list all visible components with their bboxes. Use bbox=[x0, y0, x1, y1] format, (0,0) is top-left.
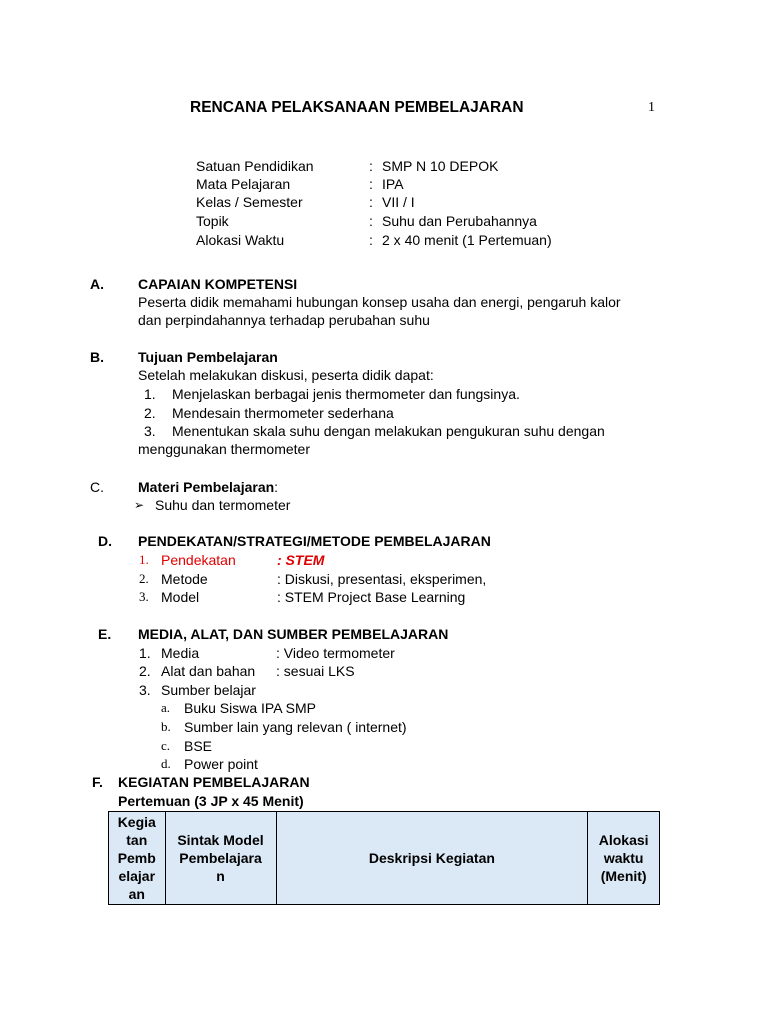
header-line: Pemb bbox=[117, 850, 156, 866]
page-title: RENCANA PELAKSANAAN PEMBELAJARAN bbox=[190, 99, 524, 116]
list-number: 1. bbox=[139, 645, 151, 661]
header-line: waktu bbox=[603, 850, 644, 866]
page-number: 1 bbox=[648, 100, 655, 115]
source-item: Sumber lain yang relevan ( internet) bbox=[184, 719, 407, 735]
heading-colon: : bbox=[274, 479, 279, 495]
table-header-row bbox=[109, 812, 660, 905]
table-header-cell: Deskripsi Kegiatan bbox=[276, 812, 588, 905]
source-letter: c. bbox=[161, 738, 171, 753]
identity-value: VII / I bbox=[382, 194, 415, 210]
list-number: 3. bbox=[139, 589, 149, 604]
paragraph-line: dan perpindahannya terhadap perubahan suhu bbox=[138, 312, 430, 328]
list-number: 2. bbox=[139, 571, 149, 586]
source-item: Buku Siswa IPA SMP bbox=[184, 700, 317, 716]
section-letter: B. bbox=[90, 349, 104, 365]
table-header-cell bbox=[109, 812, 166, 905]
list-label: Model bbox=[161, 589, 200, 605]
header-line: Sintak Model bbox=[177, 832, 264, 848]
source-item: BSE bbox=[184, 738, 213, 754]
identity-label: Alokasi Waktu bbox=[196, 232, 285, 248]
list-value: : Video termometer bbox=[276, 645, 395, 661]
identity-value: IPA bbox=[382, 176, 404, 192]
list-number: 3. bbox=[139, 682, 151, 698]
paragraph-line: menggunakan thermometer bbox=[138, 441, 310, 457]
identity-label: Mata Pelajaran bbox=[196, 176, 291, 192]
identity-value: Suhu dan Perubahannya bbox=[382, 213, 537, 229]
identity-colon: : bbox=[369, 213, 373, 229]
list-value: : sesuai LKS bbox=[276, 663, 355, 679]
header-line: (Menit) bbox=[600, 868, 647, 884]
list-value: : Diskusi, presentasi, eksperimen, bbox=[277, 571, 487, 587]
identity-label: Kelas / Semester bbox=[196, 194, 303, 210]
section-letter: A. bbox=[90, 276, 104, 292]
table-header-cell bbox=[588, 812, 660, 905]
header-line: n bbox=[216, 868, 225, 884]
identity-colon: : bbox=[369, 232, 373, 248]
header-line: elajar bbox=[118, 868, 156, 884]
header-line: an bbox=[128, 886, 145, 902]
list-label: Pendekatan bbox=[161, 552, 236, 568]
section-letter: E. bbox=[98, 626, 112, 642]
activity-table bbox=[108, 811, 660, 905]
list-number: 1. bbox=[144, 386, 156, 402]
identity-value: SMP N 10 DEPOK bbox=[382, 158, 499, 174]
list-value: : STEM bbox=[277, 552, 325, 568]
list-number: 1. bbox=[139, 552, 149, 567]
list-label: Media bbox=[161, 645, 200, 661]
list-number: 2. bbox=[144, 405, 156, 421]
source-letter: d. bbox=[161, 756, 171, 771]
section-heading: PENDEKATAN/STRATEGI/METODE PEMBELAJARAN bbox=[138, 533, 491, 549]
header-line: Alokasi bbox=[598, 832, 649, 848]
list-item: Menentukan skala suhu dengan melakukan pengukuran suhu dengan bbox=[172, 423, 605, 439]
paragraph-line: Setelah melakukan diskusi, peserta didik dapat: bbox=[138, 367, 434, 383]
identity-value: 2 x 40 menit (1 Pertemuan) bbox=[382, 232, 552, 248]
section-letter: C. bbox=[90, 479, 104, 495]
header-line: tan bbox=[126, 832, 148, 848]
section-heading: CAPAIAN KOMPETENSI bbox=[138, 276, 298, 292]
identity-colon: : bbox=[369, 194, 373, 210]
header-line: Kegia bbox=[117, 814, 156, 830]
bullet-arrow-icon: ➢ bbox=[134, 498, 145, 512]
list-item: Menjelaskan berbagai jenis thermometer dan fungsinya. bbox=[172, 386, 520, 402]
list-label: Metode bbox=[161, 571, 208, 587]
list-item: Mendesain thermometer sederhana bbox=[172, 405, 394, 421]
source-item: Power point bbox=[184, 756, 258, 772]
section-heading: MEDIA, ALAT, DAN SUMBER PEMBELAJARAN bbox=[138, 626, 449, 642]
section-heading: KEGIATAN PEMBELAJARAN bbox=[118, 774, 310, 790]
list-label: Sumber belajar bbox=[161, 682, 256, 698]
list-label: Alat dan bahan bbox=[161, 663, 256, 679]
list-number: 2. bbox=[139, 663, 151, 679]
section-heading-wrap bbox=[138, 478, 278, 496]
list-number: 3. bbox=[144, 423, 156, 439]
section-heading: Materi Pembelajaran bbox=[138, 479, 275, 495]
section-letter: F. bbox=[92, 774, 103, 790]
source-letter: a. bbox=[161, 700, 171, 715]
list-item: Suhu dan termometer bbox=[155, 497, 291, 513]
identity-label: Satuan Pendidikan bbox=[196, 158, 314, 174]
table-header-cell bbox=[165, 812, 276, 905]
identity-colon: : bbox=[369, 176, 373, 192]
source-letter: b. bbox=[161, 719, 171, 734]
section-subheading: Pertemuan (3 JP x 45 Menit) bbox=[118, 793, 304, 809]
identity-colon: : bbox=[369, 158, 373, 174]
paragraph-line: Peserta didik memahami hubungan konsep usaha dan energi, pengaruh kalor bbox=[138, 294, 621, 310]
identity-label: Topik bbox=[196, 213, 229, 229]
header-line: Pembelajara bbox=[179, 850, 262, 866]
section-heading: Tujuan Pembelajaran bbox=[138, 349, 278, 365]
section-letter: D. bbox=[98, 533, 112, 549]
list-value: : STEM Project Base Learning bbox=[277, 589, 466, 605]
